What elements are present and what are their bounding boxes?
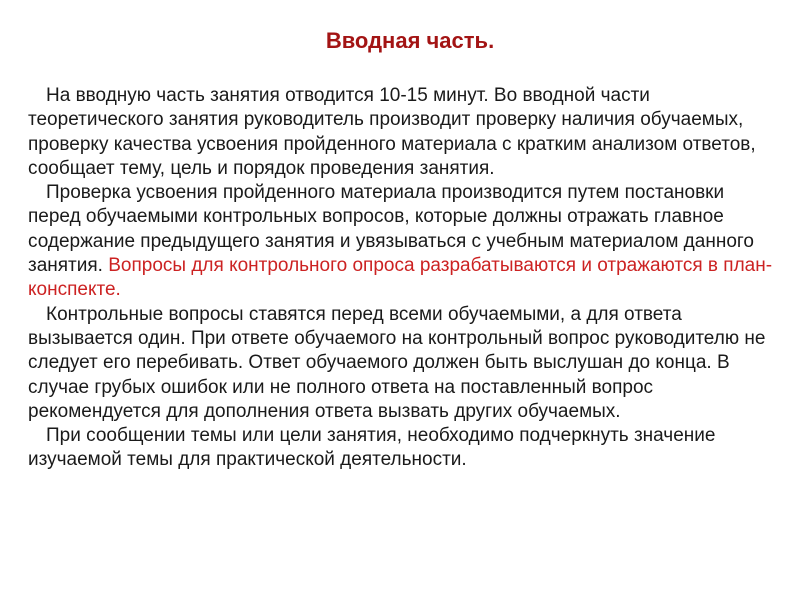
slide-body xyxy=(28,84,780,473)
slide-title: Вводная часть. xyxy=(325,28,495,53)
paragraph-highlight: Вопросы для контрольного опроса разрабатываются и отражаются в план-конспекте. xyxy=(28,255,773,301)
paragraph-text: При сообщении темы или цели занятия, необходимо подчеркнуть значение изучаемой темы для практической деятельности. xyxy=(28,425,716,471)
paragraph-text: Проверка усвоения пройденного материала производится путем постановки перед обучаемыми контрольных вопросов, которые должны отражать главное содержание предыдущего занятия и увязываться с учебным материалом данного занятия. xyxy=(28,182,754,277)
paragraph-topic xyxy=(28,424,780,473)
paragraph-text: На вводную часть занятия отводится 10-15 минут. Во вводной части теоретического занятия руководитель производит проверку наличия обучаемых, проверку качества усвоения пройденного материала с кратким анализом ответов, сообщает тему, цель и порядок проведения занятия. xyxy=(28,85,756,179)
paragraph-intro xyxy=(28,84,780,181)
paragraph-text: Контрольные вопросы ставятся перед всеми обучаемыми, а для ответа вызывается один. При ответе обучаемого на контрольный вопрос руководителю не следует его перебивать. Ответ обучаемого должен быть выслушан до конца. В случае грубых ошибок или не полного ответа на поставленный вопрос рекомендуется для дополнения ответа вызвать других обучаемых. xyxy=(28,303,766,422)
paragraph-check xyxy=(28,181,780,302)
paragraph-questions xyxy=(28,303,780,424)
